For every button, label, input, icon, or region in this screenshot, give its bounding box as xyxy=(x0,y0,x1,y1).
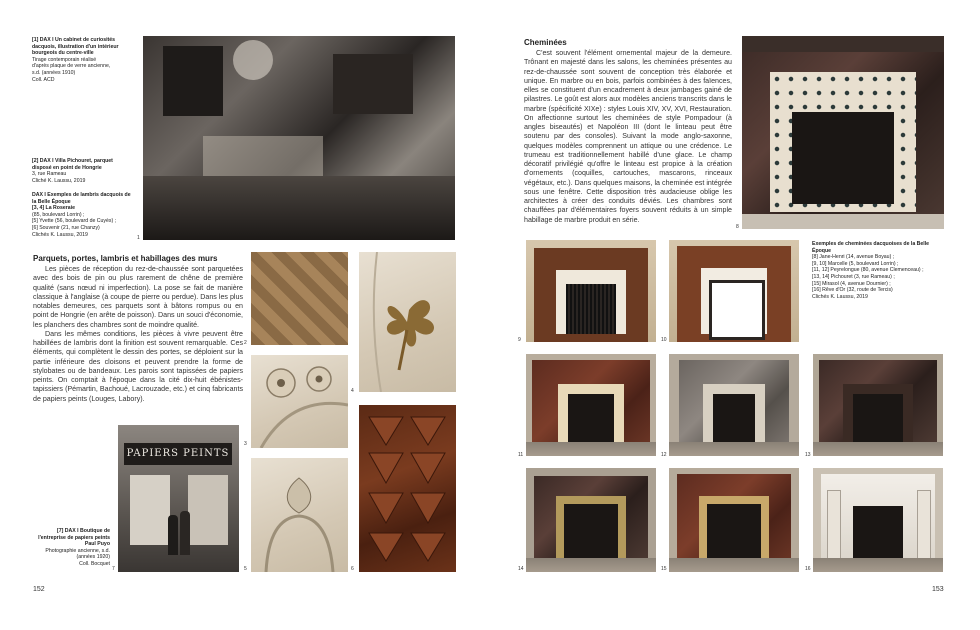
caption-figure-7: [7] DAX I Boutique de l'entreprise de papiers peints Paul Puyo Photographie ancienne, s.d. (années 1920) Coll. Bocquet xyxy=(38,528,110,567)
photo-fireplace-8 xyxy=(742,36,944,229)
figure-number-9: 9 xyxy=(518,337,521,343)
carved-flower-icon xyxy=(251,355,348,448)
photo-carved-ornament xyxy=(251,458,348,572)
figure-number-16: 16 xyxy=(805,566,811,572)
body-text-cheminees xyxy=(524,49,732,225)
photo-fireplace-15 xyxy=(669,468,799,572)
photo-fireplace-13 xyxy=(813,354,943,456)
body-text-parquets xyxy=(33,265,243,404)
caption-figure-2: [2] DAX I Villa Pichouret, parquet disposé en point de Hongrie 3, rue Rameau Cliché K. Laussu, 2019 xyxy=(32,158,113,184)
figure-number-6: 6 xyxy=(351,566,354,572)
figure-number-14: 14 xyxy=(518,566,524,572)
photo-fireplace-10 xyxy=(669,240,799,342)
paragraph-1: Les pièces de réception du rez-de-chaussée sont parquetées avec des bois de pin ou plus rarement de chêne de première qualité (sans nœud ni imperfection). La pose se fait de manière classique à l'anglaise (à coupe de pierre ou perdue). Dans les plus notables demeures, ces parquets sont à bâtons rompus ou en point de Hongrie (en arête de poisson). Dans un souci d'économie, les planchers des chambres sont de moindre qualité. xyxy=(33,265,243,329)
figure-number-15: 15 xyxy=(661,566,667,572)
figure-number-2: 2 xyxy=(244,340,247,346)
figure-number-10: 10 xyxy=(661,337,667,343)
photo-fireplace-9 xyxy=(526,240,656,342)
door-panel-pattern xyxy=(359,405,456,572)
photo-clover-panel xyxy=(359,252,456,392)
figure-number-1: 1 xyxy=(137,235,140,241)
paragraph-2: Dans les mêmes conditions, les pièces à vivre peuvent être habillées de lambris dont la finition est souvent remarquable. Ces éléments, qui complètent le dessin des portes, se déploient sur la partie inférieure des cloisons et peuvent prendre la forme de stylobates ou de bandeaux. Les parois sont tapissées de papiers peints. On comptait à l'époque dans la cité dix-huit ébénistes-tapissiers (Pémartin, Bachoué, Lacrouzade, etc.) et cinq fabricants de papiers peints (Louges, Labory). xyxy=(33,329,243,403)
page-number-left: 152 xyxy=(33,586,45,593)
photo-fireplace-11 xyxy=(526,354,656,456)
photo-interior-cabinet xyxy=(143,36,455,240)
figure-number-8: 8 xyxy=(736,224,739,230)
caption-figures-3-6: DAX I Exemples de lambris dacquois de la Belle Époque [3, 4] La Roseraie (85, boulevard Lorrin) ; [5] Yvette (56, boulevard de Cuyès) ; [6] Souvenir (21, rue Chanzy) Clichés K. Laussu, 2019 xyxy=(32,192,131,238)
figure-number-12: 12 xyxy=(661,452,667,458)
page-number-right: 153 xyxy=(932,586,944,593)
figure-number-5: 5 xyxy=(244,566,247,572)
photo-fireplace-16 xyxy=(813,468,943,572)
figure-number-7: 7 xyxy=(112,566,115,572)
photo-herringbone-parquet xyxy=(251,252,348,345)
photo-fireplace-14 xyxy=(526,468,656,572)
photo-fireplace-12 xyxy=(669,354,799,456)
photo-wallpaper-shop xyxy=(118,425,239,572)
ornament-icon xyxy=(251,458,348,572)
shop-sign: PAPIERS PEINTS xyxy=(124,443,232,465)
photo-carved-door xyxy=(359,405,456,572)
section-heading-cheminees: Cheminées xyxy=(524,38,567,47)
section-heading-parquets: Parquets, portes, lambris et habillages des murs xyxy=(33,254,218,263)
paragraph-cheminees: C'est souvent l'élément ornemental majeur de la demeure. Trônant en majesté dans les salons, les cheminées présentes au rez-de-chaussée sont souvent de conception très élaborée et unique. En marbre ou en bois, parfois combinées à des faïences, elles se constituent d'un encadrement à deux jambages gainé de pilastres. Le goût est alors aux modèles anciens transcrits dans le marbre (spécificité XIXe) : styles Louis XIV, XV, XVI, Restauration. On affectionne surtout les cheminées de style Pompadour (à angles biseautés) et Napoléon III (dont le linteau peut être soutenu par des consoles). Suivant la mode anglo-saxonne, quelques modèles comprennent un attique ou une crédence. Le trumeau est traditionnellement habillé d'une glace. Le champ décoratif privilégié qu'offre le linteau est propice à la création d'ornements (coquilles, cartouches, mascarons, rinceaux végétaux, etc.). Dans quelques maisons, la cheminée est intégrée sous une fenêtre. Cette disposition très audacieuse oblige les architectes à créer des conduits déviés. Les chambres sont chauffées par d'élémentaires foyers souvent réduits à un simple habillage de marbre produit en série. xyxy=(524,49,732,224)
figure-number-4: 4 xyxy=(351,388,354,394)
figure-number-11: 11 xyxy=(518,452,524,458)
figure-number-13: 13 xyxy=(805,452,811,458)
clover-motif-icon xyxy=(359,252,456,392)
caption-fireplaces: Exemples de cheminées dacquoises de la Belle Époque [8] Jane-Henri (14, avenue Boyau) ; [9, 10] Marcelle (5, boulevard Lorrin) ; [11, 12] Peyrelongue (80, avenue Clemenceau) ; [13, 14] Pichouret (3, rue Rameau) ; [15] Mirasol (4, avenue Dournier) ; [16] Rêve d'Or (32, route de Tercis) Clichés K. Laussu, 2019 xyxy=(812,241,930,300)
photo-carved-flowers xyxy=(251,355,348,448)
figure-number-3: 3 xyxy=(244,441,247,447)
caption-figure-1: [1] DAX I Un cabinet de curiosités dacquois, illustration d'un intérieur bourgeois du centre-ville Tirage contemporain réalisé d'après plaque de verre ancienne, s.d. (années 1910) Coll. ACD xyxy=(32,37,119,83)
